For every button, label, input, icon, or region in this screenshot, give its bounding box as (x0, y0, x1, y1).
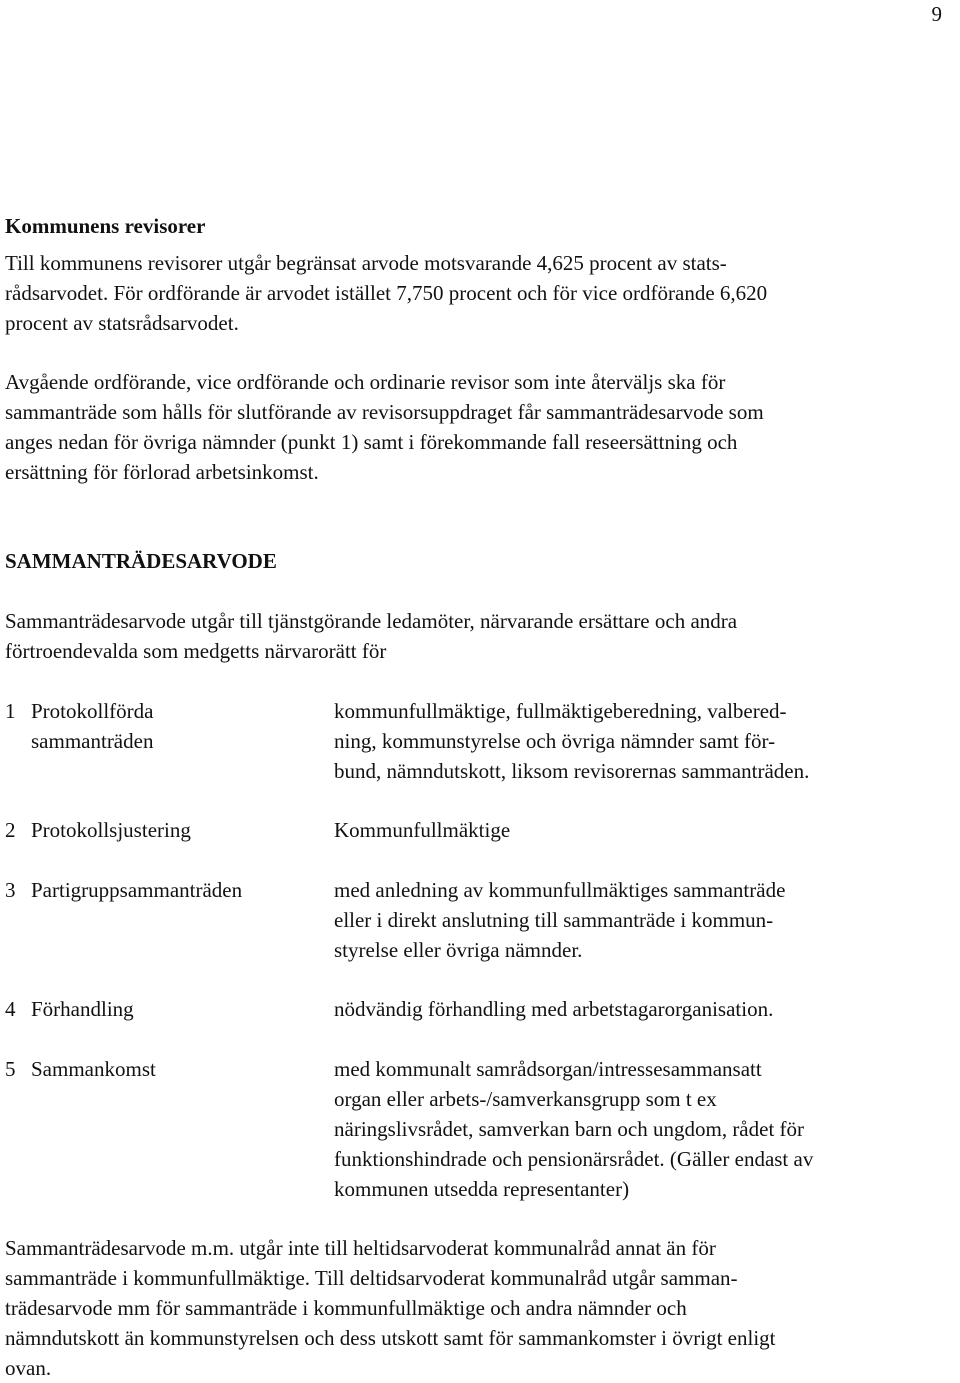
paragraph-line: nämndutskott än kommunstyrelsen och dess utskott samt för sammankomster i övrigt enligt (5, 1326, 776, 1350)
paragraph-line: procent av statsrådsarvodet. (5, 311, 239, 335)
list-item-label: sammanträden (31, 729, 154, 753)
paragraph-line: förtroendevalda som medgetts närvarorätt för (5, 639, 387, 663)
paragraph-line: Avgående ordförande, vice ordförande och ordinarie revisor som inte återväljs ska för (5, 370, 726, 394)
list-item-description: med anledning av kommunfullmäktiges sammanträde (334, 878, 786, 902)
paragraph-line: rådsarvodet. För ordförande är arvodet istället 7,750 procent och för vice ordförande 6,620 (5, 281, 768, 305)
list-item-label: Sammankomst (31, 1057, 156, 1081)
list-item-description: kommunfullmäktige, fullmäktigeberedning, valbered- (334, 699, 787, 723)
list-item-number: 1 (5, 699, 16, 723)
paragraph-line: ovan. (5, 1356, 52, 1380)
list-item-label: Protokollförda (31, 699, 154, 723)
paragraph-line: Sammanträdesarvode utgår till tjänstgörande ledamöter, närvarande ersättare och andra (5, 609, 738, 633)
list-item-description: eller i direkt anslutning till sammanträde i kommun- (334, 908, 774, 932)
paragraph-line: Sammanträdesarvode m.m. utgår inte till heltidsarvoderat kommunalråd annat än för (5, 1236, 716, 1260)
section-heading-sammantradesarvode: SAMMANTRÄDESARVODE (5, 549, 277, 573)
list-item-description: med kommunalt samrådsorgan/intressesammansatt (334, 1057, 762, 1081)
list-item-number: 5 (5, 1057, 16, 1081)
list-item-label: Förhandling (31, 997, 134, 1021)
list-item-description: bund, nämndutskott, liksom revisorernas sammanträden. (334, 759, 810, 783)
list-item-description: organ eller arbets-/samverkansgrupp som t ex (334, 1087, 717, 1111)
list-item-description: näringslivsrådet, samverkan barn och ungdom, rådet för (334, 1117, 805, 1141)
list-item-number: 2 (5, 818, 16, 842)
list-item-description: funktionshindrade och pensionärsrådet. (Gäller endast av (334, 1147, 814, 1171)
page-number: 9 (931, 2, 942, 26)
section-heading-revisorer: Kommunens revisorer (5, 214, 206, 238)
paragraph-line: sammanträde i kommunfullmäktige. Till deltidsarvoderat kommunalråd utgår samman- (5, 1266, 738, 1290)
paragraph-line: ersättning för förlorad arbetsinkomst. (5, 460, 319, 484)
list-item-label: Protokollsjustering (31, 818, 191, 842)
list-item-description: styrelse eller övriga nämnder. (334, 938, 583, 962)
list-item-label: Partigruppsammanträden (31, 878, 243, 902)
list-item-description: nödvändig förhandling med arbetstagarorganisation. (334, 997, 774, 1021)
list-item-number: 3 (5, 878, 16, 902)
paragraph-line: anges nedan för övriga nämnder (punkt 1) samt i förekommande fall reseersättning och (5, 430, 738, 454)
list-item-description: kommunen utsedda representanter) (334, 1177, 630, 1201)
list-item-description: ning, kommunstyrelse och övriga nämnder samt för- (334, 729, 776, 753)
list-item-number: 4 (5, 997, 16, 1021)
paragraph-line: trädesarvode mm för sammanträde i kommunfullmäktige och andra nämnder och (5, 1296, 687, 1320)
paragraph-line: Till kommunens revisorer utgår begränsat arvode motsvarande 4,625 procent av stats- (5, 251, 727, 275)
paragraph-line: sammanträde som hålls för slutförande av revisorsuppdraget får sammanträdesarvode som (5, 400, 764, 424)
list-item-description: Kommunfullmäktige (334, 818, 511, 842)
